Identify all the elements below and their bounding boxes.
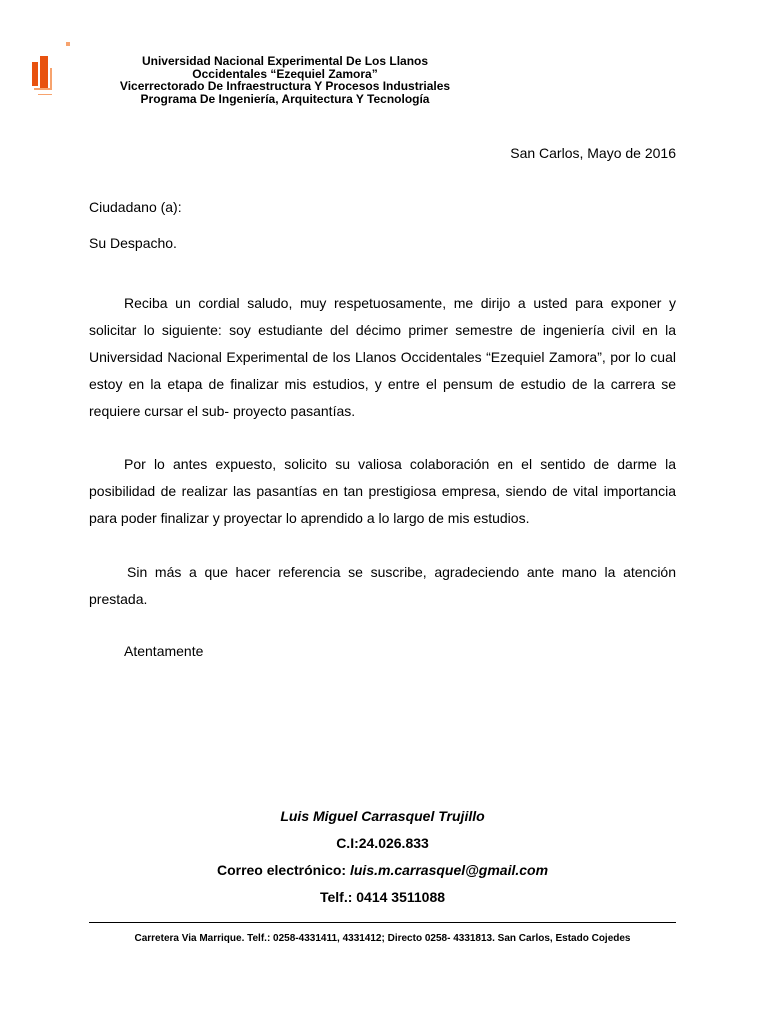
signer-phone: Telf.: 0414 3511088 [319, 889, 446, 905]
email-link[interactable]: luis.m.carrasquel@gmail.com [349, 862, 549, 878]
signer-id: C.I:24.026.833 [336, 835, 429, 851]
footer-divider [89, 922, 676, 923]
recipient: Ciudadano (a): [89, 199, 182, 215]
signature-block [89, 803, 676, 911]
body-paragraph-3: Sin más a que hacer referencia se suscribe, agradeciendo ante mano la atención prestada. [89, 564, 676, 607]
letterhead-line-4: Programa De Ingeniería, Arquitectura Y Tecnología [140, 91, 430, 106]
body-paragraph-1: Reciba un cordial saludo, muy respetuosamente, me dirijo a usted para exponer y solicitar lo siguiente: soy estudiante del décimo primer semestre de ingeniería civil en la Universidad Nacional Experimental de los Llanos Occidentales “Ezequiel Zamora”, por lo cual estoy en la etapa de finalizar mis estudios, y entre el pensum de estudio de la carrera se requiere cursar el sub- proyecto pasantías. [89, 295, 676, 419]
university-logo [30, 40, 80, 110]
letterhead [100, 55, 470, 105]
email-label: Correo electrónico: [216, 862, 347, 878]
letterhead-line-2: Occidentales “Ezequiel Zamora” [192, 66, 378, 81]
body-paragraph-2: Por lo antes expuesto, solicito su valiosa colaboración en el sentido de darme la posibilidad de realizar las pasantías en tan prestigiosa empresa, siendo de vital importancia para poder finalizar y proyectar lo aprendido a lo largo de mis estudios. [89, 456, 676, 526]
closing: Atentamente [124, 643, 204, 659]
signer-name: Luis Miguel Carrasquel Trujillo [280, 808, 485, 824]
letterhead-line-3: Vicerrectorado De Infraestructura Y Procesos Industriales [119, 79, 451, 93]
recipient-office: Su Despacho. [89, 235, 177, 251]
signer-email-line [89, 857, 676, 884]
letterhead-line-1: Universidad Nacional Experimental De Los Llanos [141, 54, 429, 68]
footer-address: Carretera Via Marrique. Telf.: 0258-4331411, 4331412; Directo 0258- 4331813. San Carlos, Estado Cojedes [134, 933, 631, 944]
letter-date: San Carlos, Mayo de 2016 [510, 145, 676, 161]
